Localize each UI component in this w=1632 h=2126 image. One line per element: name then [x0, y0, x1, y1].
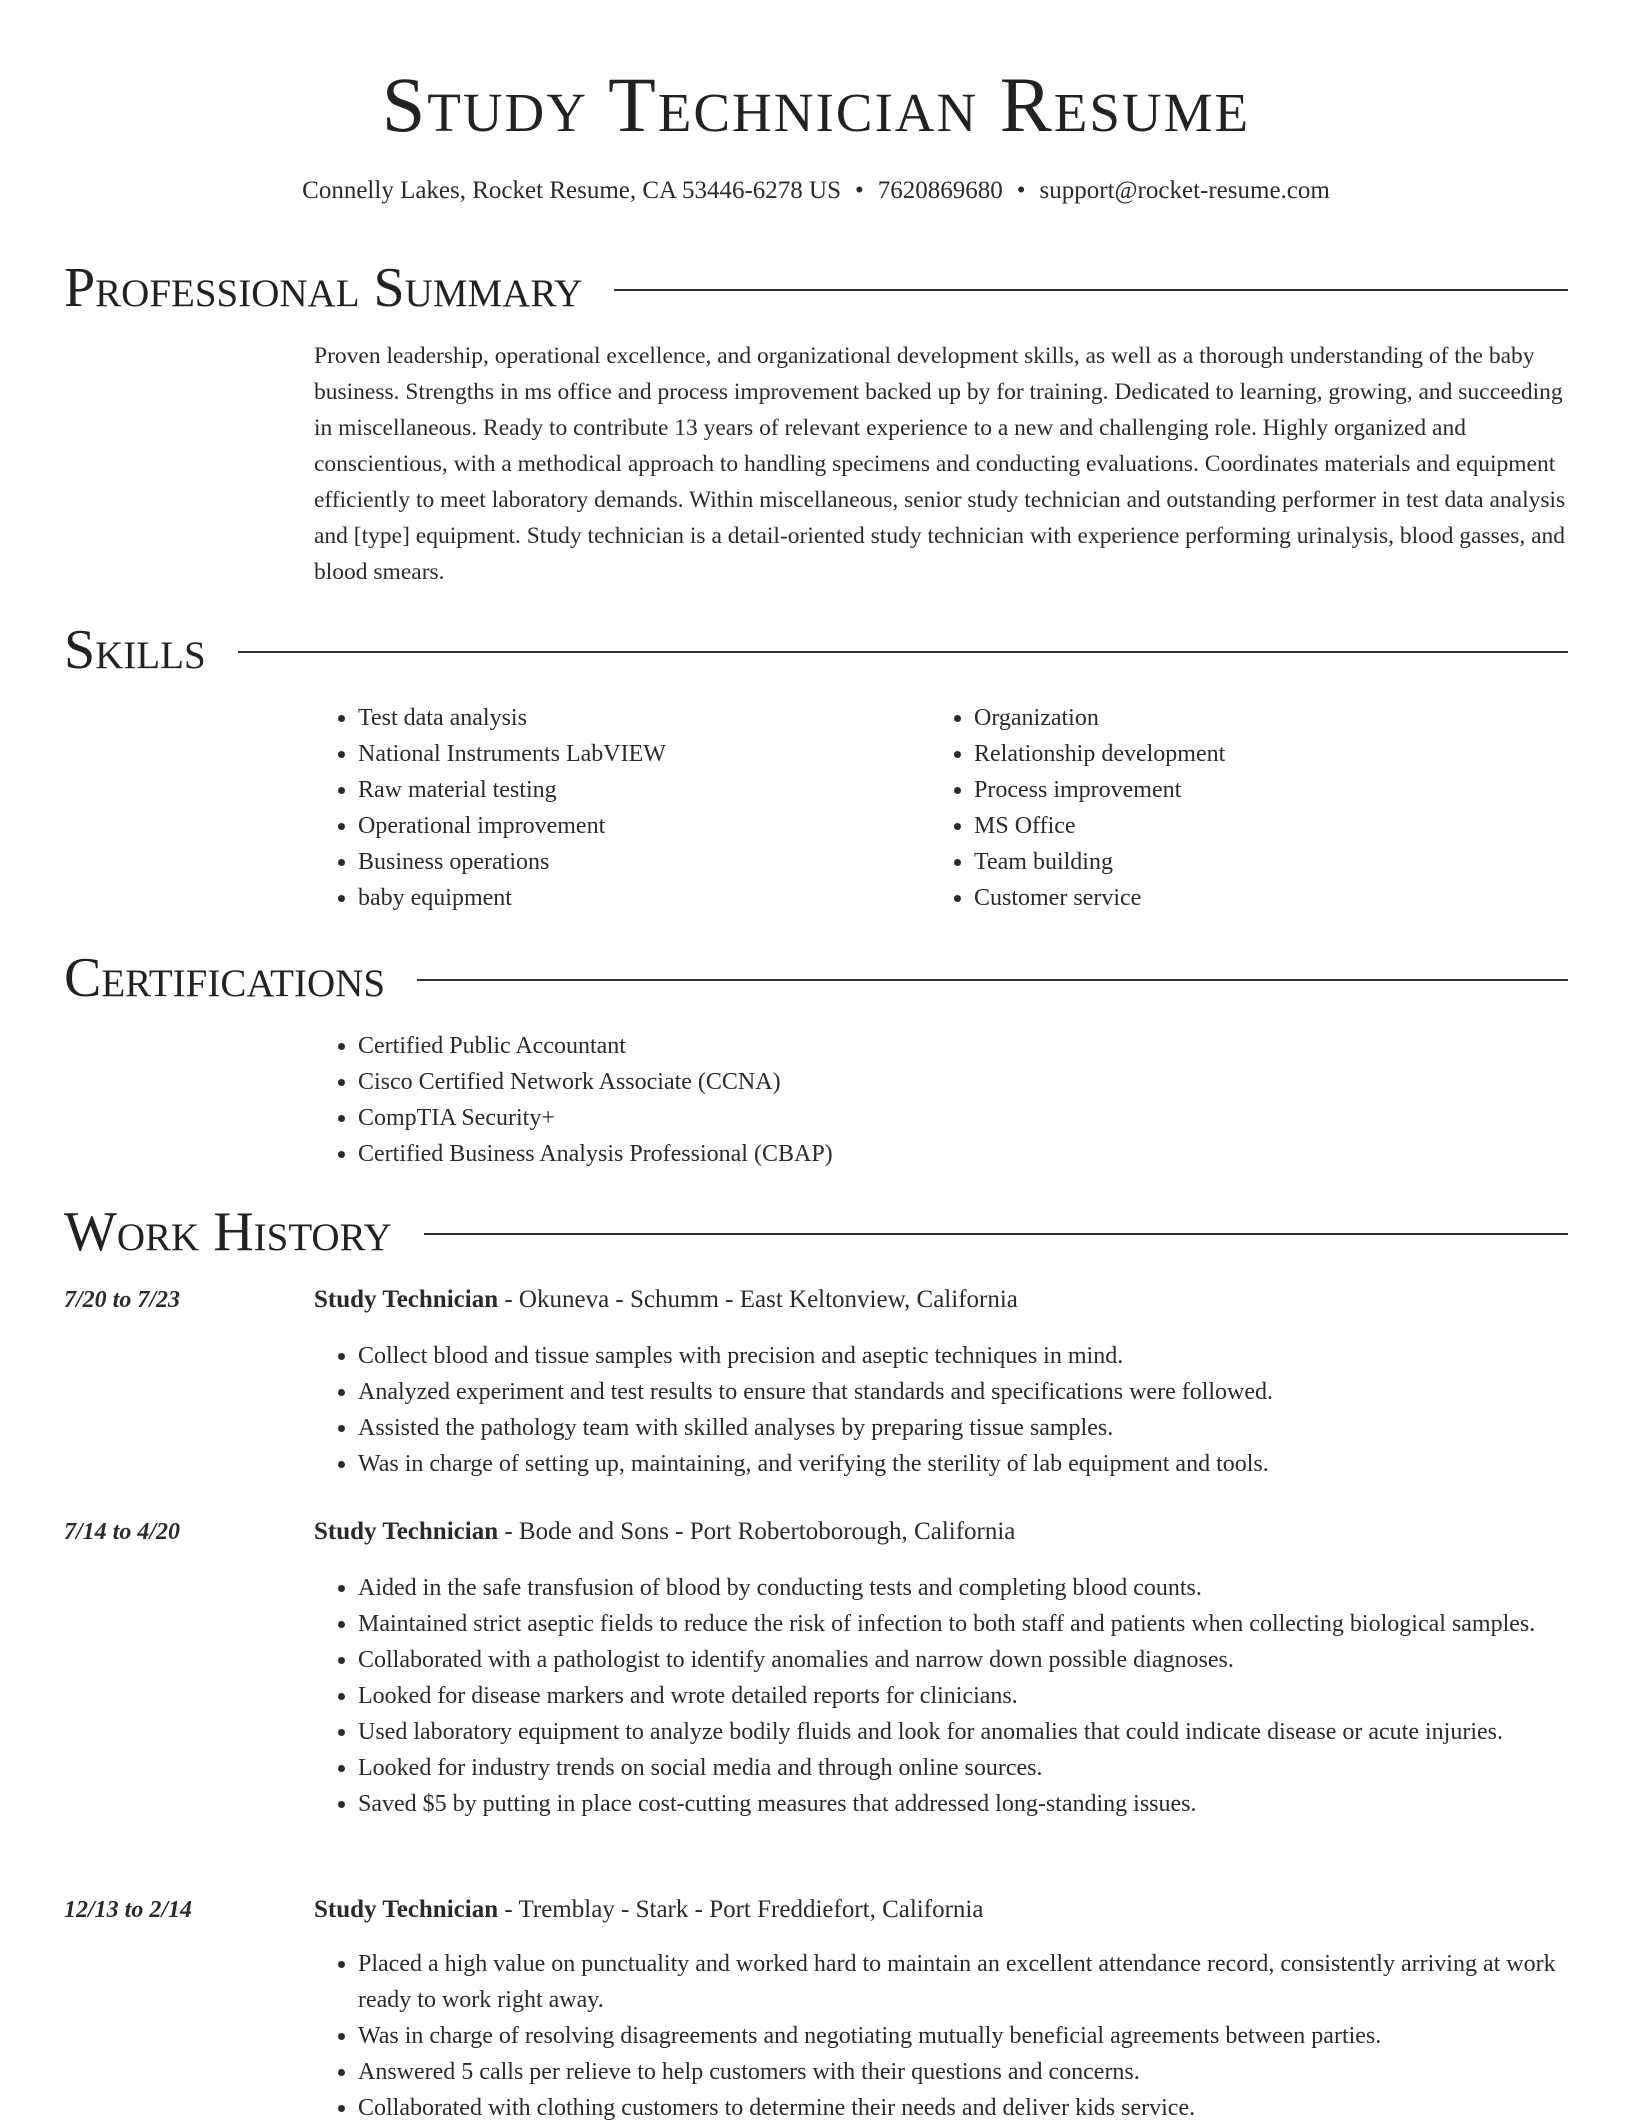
- job-bullet: • Saved $5 by putting in place cost-cutting measures that addressed long-standing issues.: [358, 1786, 1568, 1822]
- job-bullet: • Used laboratory equipment to analyze bodily fluids and look for anomalies that could indicate disease or acute injuries.: [358, 1714, 1568, 1750]
- skills-heading: Skills: [64, 619, 206, 681]
- contact-address: Connelly Lakes, Rocket Resume, CA 53446-6278 US: [302, 177, 841, 204]
- job-bullet: • Collaborated with a pathologist to identify anomalies and narrow down possible diagnoses.: [358, 1642, 1568, 1678]
- section-divider: [238, 651, 1568, 653]
- certifications-heading: Certifications: [64, 947, 386, 1009]
- job-bullets: [314, 1946, 1568, 2126]
- job-dates: 7/20 to 7/23: [64, 1287, 181, 1313]
- summary-heading: Professional Summary: [64, 257, 583, 319]
- skill-item: • Customer service: [974, 880, 1530, 916]
- job-employer: - Okuneva - Schumm - East Keltonview, California: [498, 1286, 1018, 1313]
- job-bullet: • Assisted the pathology team with skilled analyses by preparing tissue samples.: [358, 1410, 1568, 1446]
- job-employer: - Tremblay - Stark - Port Freddiefort, California: [498, 1896, 984, 1923]
- job-dates: 7/14 to 4/20: [64, 1519, 181, 1545]
- skill-item: • Business operations: [358, 844, 914, 880]
- contact-email: support@rocket-resume.com: [1039, 177, 1330, 204]
- skills-column-left: [314, 700, 914, 916]
- job-bullet: • Answered 5 calls per relieve to help customers with their questions and concerns.: [358, 2054, 1568, 2090]
- job-bullet: • Aided in the safe transfusion of blood by conducting tests and completing blood counts.: [358, 1570, 1568, 1606]
- certification-item: • Certified Public Accountant: [358, 1028, 1568, 1064]
- resume-title: Study Technician Resume: [381, 61, 1251, 148]
- summary-text: Proven leadership, operational excellence, and organizational development skills, as well as a thorough understanding of the baby business. Strengths in ms office and process improvement backed up by for training. Dedicated to learning, growing, and succeeding in miscellaneous. Ready to contribute 13 years of relevant experience to a new and challenging role. Highly organized and conscientious, with a methodical approach to handling specimens and conducting evaluations. Coordinates materials and equipment efficiently to meet laboratory demands. Within miscellaneous, senior study technician and outstanding performer in test data analysis and [type] equipment. Study technician is a detail-oriented study technician with experience performing urinalysis, blood gasses, and blood smears.: [314, 343, 1566, 585]
- job-bullets: [314, 1338, 1568, 1482]
- certification-item: • Certified Business Analysis Professional (CBAP): [358, 1136, 1568, 1172]
- summary-section-header: [64, 256, 1568, 320]
- job-header: [314, 1514, 1568, 1550]
- skill-item: • Operational improvement: [358, 808, 914, 844]
- skills-section-header: [64, 618, 1568, 682]
- job-bullet: • Looked for disease markers and wrote detailed reports for clinicians.: [358, 1678, 1568, 1714]
- job-header: [314, 1282, 1568, 1318]
- work-heading: Work History: [64, 1201, 392, 1263]
- contact-separator: •: [855, 177, 864, 204]
- job-header: [314, 1892, 1568, 1928]
- work-section-header: [64, 1200, 1568, 1264]
- skill-item: • Raw material testing: [358, 772, 914, 808]
- job-bullet: • Collect blood and tissue samples with precision and aseptic techniques in mind.: [358, 1338, 1568, 1374]
- contact-separator: •: [1016, 177, 1026, 204]
- skill-item: • Test data analysis: [358, 700, 914, 736]
- section-divider: [424, 1233, 1568, 1235]
- skills-column-right: [930, 700, 1530, 916]
- contact-line: [0, 174, 1632, 208]
- job-dates: 12/13 to 2/14: [64, 1897, 193, 1923]
- job-bullet: • Was in charge of setting up, maintaining, and verifying the sterility of lab equipment and tools.: [358, 1446, 1568, 1482]
- section-divider: [417, 979, 1568, 981]
- job-bullet: • Collaborated with clothing customers to determine their needs and deliver kids service.: [358, 2090, 1568, 2126]
- job-bullets: [314, 1570, 1568, 1822]
- skill-item: • MS Office: [974, 808, 1530, 844]
- job-bullet: • Was in charge of resolving disagreements and negotiating mutually beneficial agreements between parties.: [358, 2018, 1568, 2054]
- skill-item: • Relationship development: [974, 736, 1530, 772]
- contact-phone: 7620869680: [877, 177, 1003, 204]
- skill-item: • Process improvement: [974, 772, 1530, 808]
- job-role: Study Technician: [314, 1286, 499, 1313]
- certifications-section-header: [64, 946, 1568, 1010]
- job-bullet: • Placed a high value on punctuality and worked hard to maintain an excellent attendance record, consistently arriving at work ready to work right away.: [358, 1946, 1568, 2018]
- job-bullet: • Looked for industry trends on social media and through online sources.: [358, 1750, 1568, 1786]
- job-bullet: • Maintained strict aseptic fields to reduce the risk of infection to both staff and patients when collecting biological samples.: [358, 1606, 1568, 1642]
- job-bullet: • Analyzed experiment and test results to ensure that standards and specifications were followed.: [358, 1374, 1568, 1410]
- section-divider: [614, 289, 1568, 291]
- job-role: Study Technician: [314, 1518, 499, 1545]
- skill-item: • Team building: [974, 844, 1530, 880]
- skill-item: • Organization: [974, 700, 1530, 736]
- skill-item: • baby equipment: [358, 880, 914, 916]
- certification-item: • CompTIA Security+: [358, 1100, 1568, 1136]
- certifications-list: [314, 1028, 1568, 1172]
- skill-item: • National Instruments LabVIEW: [358, 736, 914, 772]
- job-role: Study Technician: [314, 1896, 499, 1923]
- certification-item: • Cisco Certified Network Associate (CCNA): [358, 1064, 1568, 1100]
- job-employer: - Bode and Sons - Port Robertoborough, California: [498, 1518, 1016, 1545]
